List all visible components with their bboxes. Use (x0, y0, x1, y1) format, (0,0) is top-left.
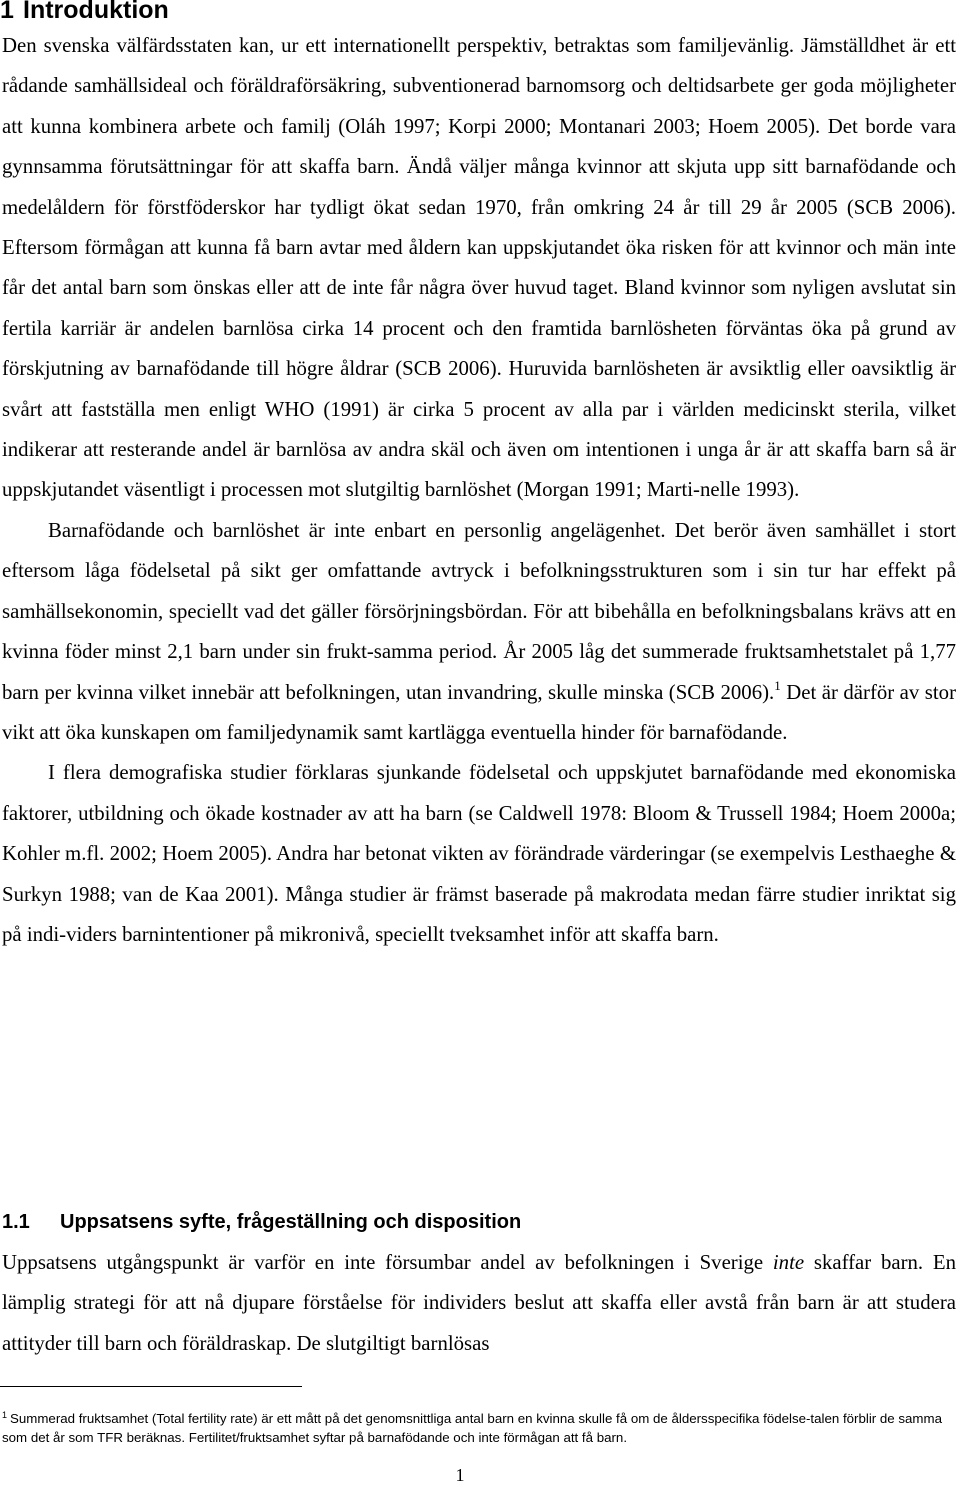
page-number: 1 (455, 1465, 465, 1485)
aims-body (2, 1243, 956, 1364)
emphasis-inte: inte (772, 1251, 805, 1274)
paragraph-1: Den svenska välfärdsstaten kan, ur ett internationellt perspektiv, betraktas som familjevänlig. Jämställdhet är ett rådande samhällsideal och föräldraförsäkring, subventionerad barnomsorg och deltidsarbete ger goda möjligheter att kunna kombinera arbete och familj (Oláh 1997; Korpi 2000; Montanari 2003; Hoem 2005). Det borde vara gynnsamma förutsättningar för att skaffa barn. Ändå väljer många kvinnor att skjuta upp sitt barnafödande och medelåldern för förstföderskor har tydligt ökat sedan 1970, från omkring 24 år till 29 år 2005 (SCB 2006). Eftersom förmågan att kunna få barn avtar med åldern kan uppskjutandet öka risken för att kvinnor och män inte får det antal barn som önskas eller att de inte får några över huvud taget. Bland kvinnor som nyligen avslutat sin fertila karriär är andelen barnlösa cirka 14 procent och den framtida barnlösheten förväntas öka på grund av förskjutning av barnafödande till högre åldrar (SCB 2006). Huruvida barnlösheten är avsiktlig eller oavsiktlig är svårt att fastställa men enligt WHO (1991) är cirka 5 procent av alla par i världen medicinskt sterila, vilket indikerar att resterande andel är barnlösa av andra skäl och även om intentionen i unga år är att skaffa barn så är uppskjutandet väsentligt i processen mot slutgiltig barnlöshet (Morgan 1991; Marti-nelle 1993). (2, 34, 956, 502)
subsection-number: 1.1 (2, 1211, 30, 1233)
subsection-heading-syfte (2, 1207, 521, 1237)
paragraph-2-text: Barnafödande och barnlöshet är inte enbart en personlig angelägenhet. Det berör även samhället i stort eftersom låga födelsetal på sikt ger omfattande avtryck i befolkningsstrukturen som i sin tur har effekt på samhällsekonomin, speciellt vad det gäller försörjningsbördan. För att bibehålla en befolkningsbalans krävs att en kvinna föder minst 2,1 barn under sin frukt-samma period. År 2005 låg det summerade fruktsamhetstalet på 1,77 barn per kvinna vilket innebär att befolkningen, utan invandring, skulle minska (SCB 2006). (2, 518, 956, 704)
footnote-separator (0, 1386, 302, 1387)
paragraph-aims-text: Uppsatsens utgångspunkt är varför en inte försumbar andel av befolkningen i Sverige (2, 1251, 773, 1274)
footnote-text: Summerad fruktsamhet (Total fertility rate) är ett mått på det genomsnittliga antal barn en kvinna skulle få om de åldersspecifika födelse-talen förblir de samma som det år som TFR beräknas. Fertilitet/fruktsamhet syftar på barnafödande och inte förmågan att få barn. (2, 1411, 942, 1445)
footnote-marker: 1 (2, 1410, 8, 1420)
subsection-title: Uppsatsens syfte, frågeställning och disposition (60, 1211, 522, 1233)
paragraph-3: I flera demografiska studier förklaras sjunkande födelsetal och uppskjutet barnafödande med ekonomiska faktorer, utbildning och ökade kostnader av att ha barn (se Caldwell 1978: Bloom & Trussell 1984; Hoem 2000a; Kohler m.fl. 2002; Hoem 2005). Andra har betonat vikten av förändrade värderingar (se exempelvis Lesthaeghe & Surkyn 1988; van de Kaa 2001). Många studier är främst baserade på makrodata medan färre studier inriktat sig på indi-viders barnintentioner på mikronivå, speciellt tveksamhet inför att skaffa barn. (2, 761, 956, 946)
paragraph-aims-text-continued: skaffar barn. En lämplig strategi för att nå djupare förståelse för individers beslut att skaffa eller avstå från barn är att studera attityder till barn och föräldraskap. De slutgiltigt barnlösas (2, 1251, 956, 1355)
footnote-1 (2, 1409, 956, 1447)
paragraph-aims (2, 1243, 956, 1364)
footnote-reference-1[interactable]: 1 (774, 677, 781, 693)
introduction-body (2, 26, 956, 955)
section-heading-introduktion (0, 0, 169, 25)
paragraph-2 (2, 511, 956, 753)
section-number: 1 (0, 0, 14, 24)
paragraph-2-text-continued: Det är därför av stor vikt att öka kunskapen om familjedynamik samt kartlägga eventuella hinder för barnafödande. (2, 680, 956, 744)
section-title: Introduktion (23, 0, 169, 24)
